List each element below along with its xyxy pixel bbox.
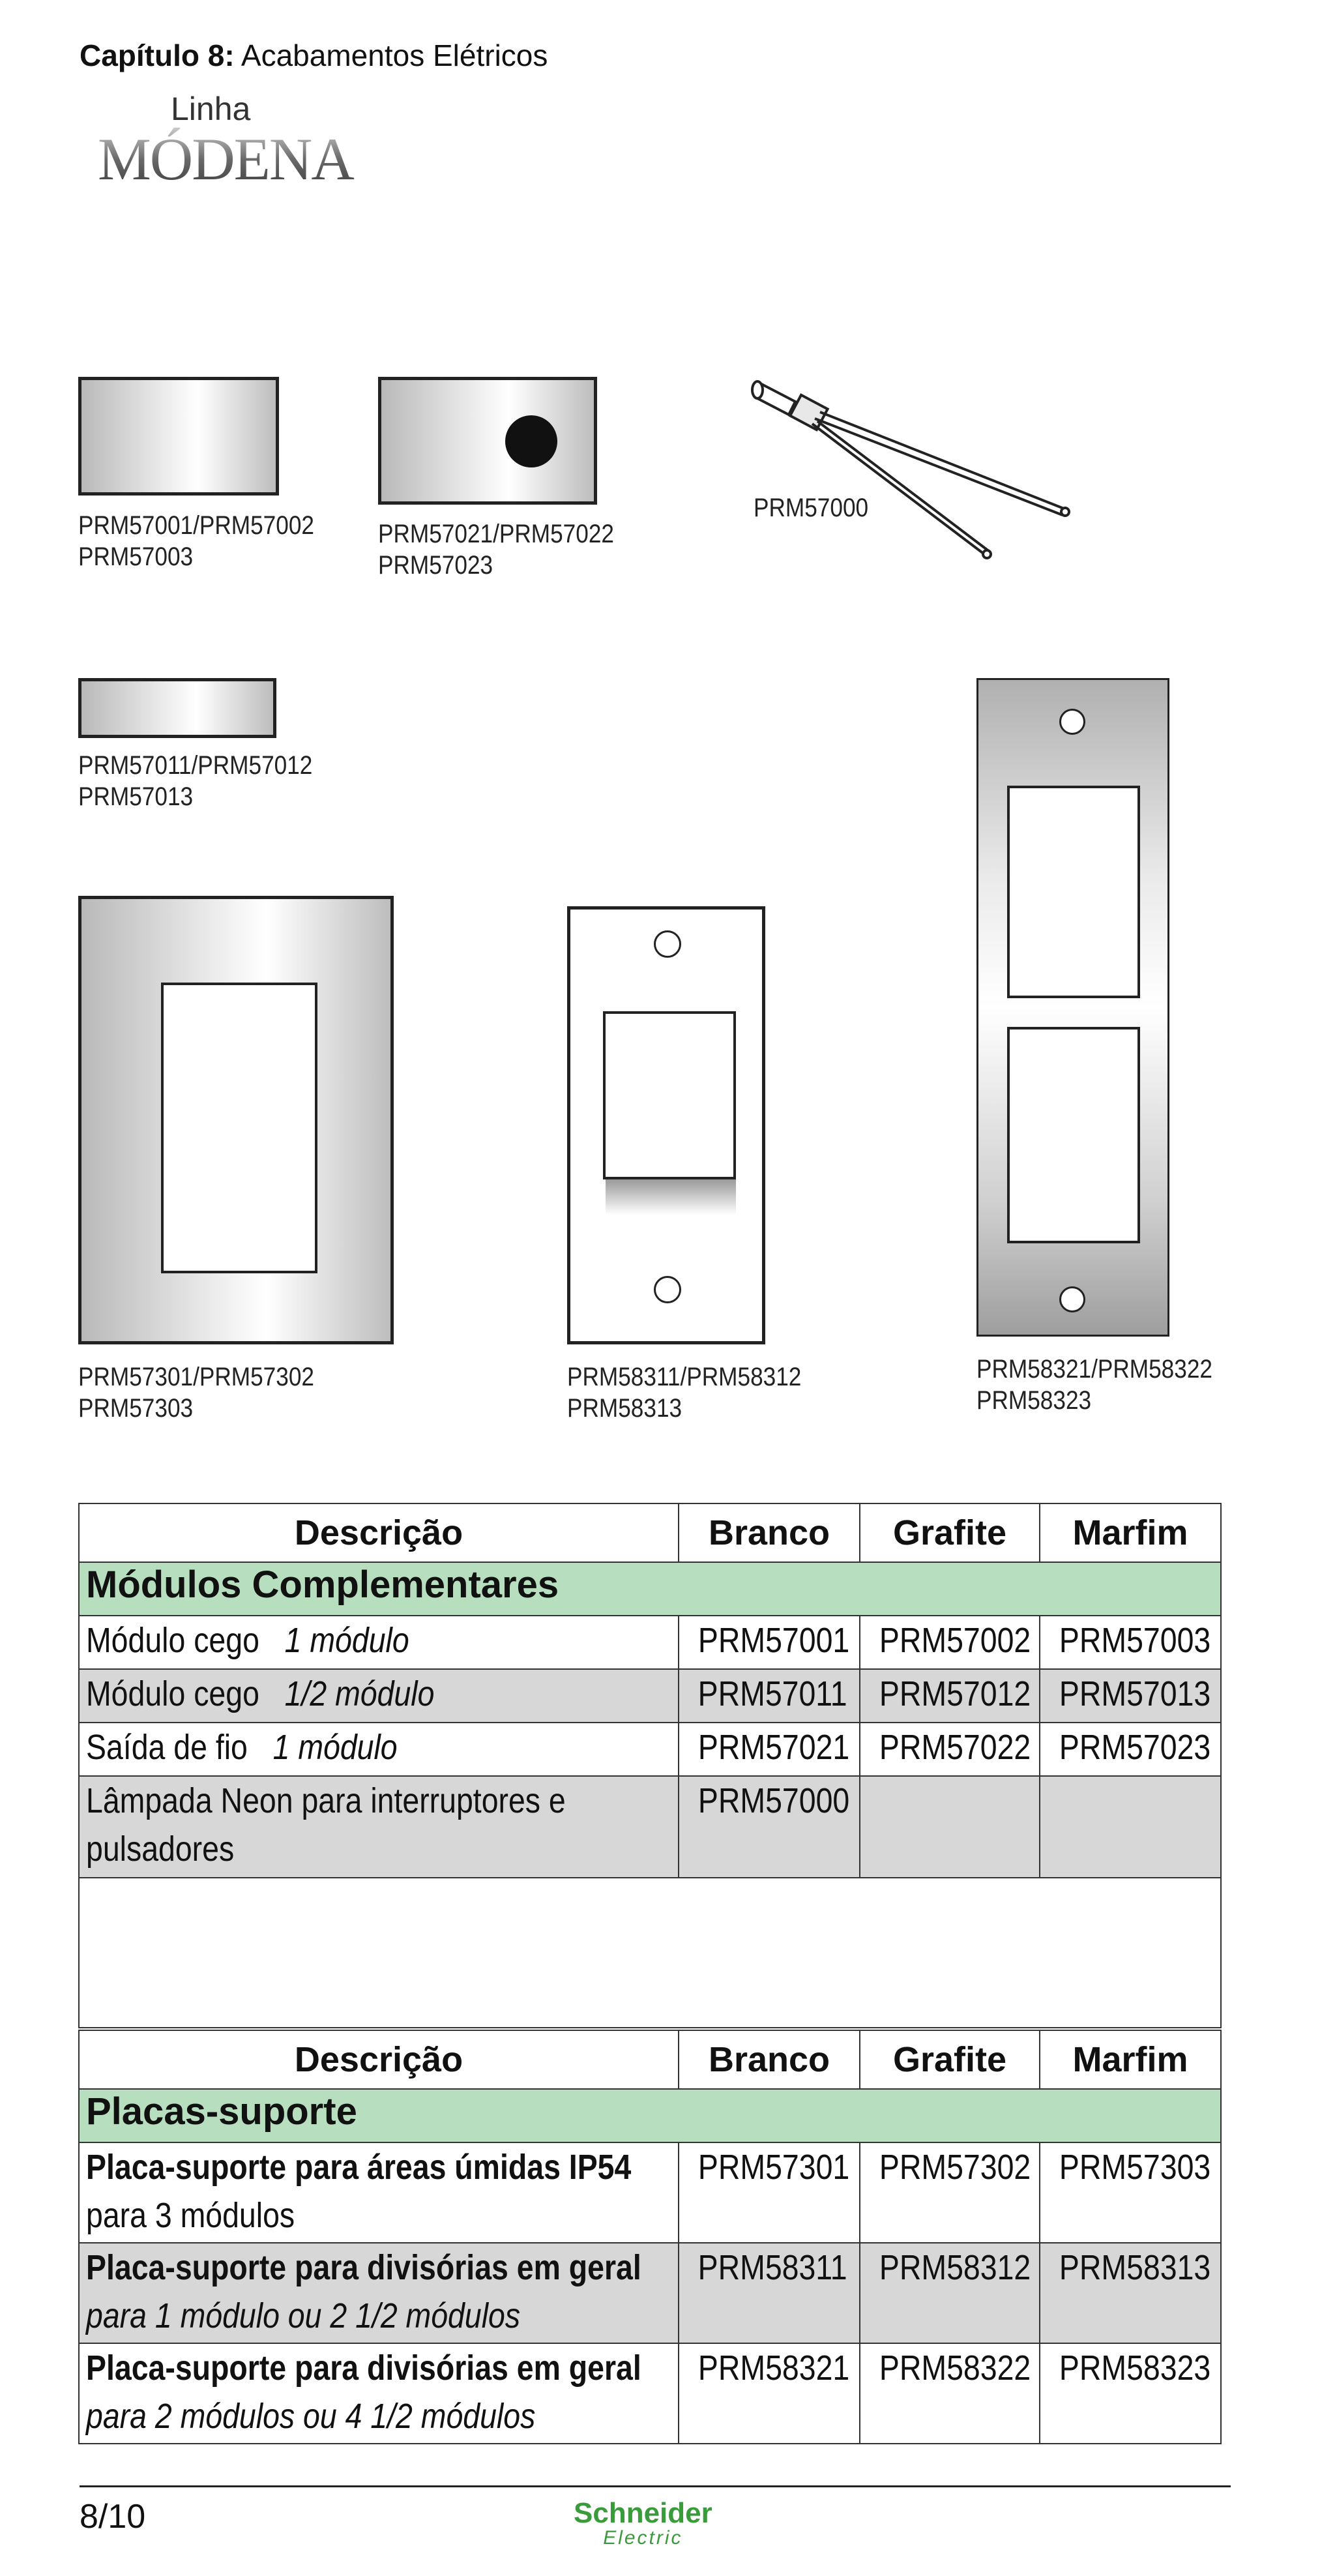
- half-blank-module: [78, 678, 276, 738]
- chapter-heading: Capítulo 8: Acabamentos Elétricos: [80, 38, 548, 72]
- page-number: 8/10: [80, 2498, 146, 2536]
- spacer-row: [79, 1878, 1221, 2028]
- table-row: Módulo cego 1/2 módulo PRM57011 PRM57012 PRM57013: [79, 1669, 1221, 1723]
- table-header-row: [79, 2030, 1221, 2089]
- caption-p1: PRM57001/PRM57002 PRM57003: [78, 511, 314, 571]
- schneider-logo: Schneider Electric: [574, 2497, 712, 2549]
- caption-p2: PRM57021/PRM57022 PRM57023: [378, 520, 614, 580]
- section-row: Placas-suporte: [79, 2089, 1221, 2142]
- col-marfim: Marfim: [1040, 1503, 1221, 1562]
- table-row: Módulo cego 1 módulo PRM57001 PRM57002 PRM57003: [79, 1616, 1221, 1669]
- col-grafite: Grafite: [860, 1503, 1040, 1562]
- ip54-support-plate: [78, 896, 394, 1344]
- col-grafite: Grafite: [860, 2030, 1040, 2089]
- table-row: Lâmpada Neon para interruptores e pulsadores PRM57000: [79, 1776, 1221, 1878]
- caption-p6: PRM58311/PRM58312 PRM58313: [567, 1363, 802, 1423]
- wire-outlet-module: [378, 377, 597, 505]
- caption-p7: PRM58321/PRM58322 PRM58323: [976, 1355, 1212, 1415]
- col-descricao: Descrição: [79, 1503, 679, 1562]
- section-row: Módulos Complementares: [79, 1562, 1221, 1616]
- col-branco: Branco: [679, 2030, 860, 2089]
- divider-support-plate-small: [567, 906, 765, 1344]
- col-descricao: Descrição: [79, 2030, 679, 2089]
- col-branco: Branco: [679, 1503, 860, 1562]
- table-header-row: [79, 1503, 1221, 1562]
- complementary-modules-table: [78, 1503, 1222, 2028]
- divider-support-plate-large: [976, 678, 1169, 1337]
- neon-lamp-illustration: [750, 370, 1069, 569]
- table-row: Placa-suporte para divisórias em geral para 2 módulos ou 4 1/2 módulos PRM58321 PRM58322 PRM58323: [79, 2343, 1221, 2444]
- support-plates-table: [78, 2030, 1222, 2444]
- col-marfim: Marfim: [1040, 2030, 1221, 2089]
- table-row: Placa-suporte para divisórias em geral para 1 módulo ou 2 1/2 módulos PRM58311 PRM58312 PRM58313: [79, 2243, 1221, 2343]
- blank-module-1: [78, 377, 279, 496]
- modena-logo: [98, 126, 353, 192]
- svg-text:MÓDENA: MÓDENA: [98, 126, 353, 192]
- caption-p5: PRM57301/PRM57302 PRM57303: [78, 1363, 314, 1423]
- caption-p4: PRM57011/PRM57012 PRM57013: [78, 751, 313, 811]
- table-row: Placa-suporte para áreas úmidas IP54 para 3 módulos PRM57301 PRM57302 PRM57303: [79, 2142, 1221, 2243]
- linha-label: Linha: [171, 91, 251, 127]
- footer-rule: [80, 2485, 1231, 2487]
- caption-p3: PRM57000: [754, 494, 869, 522]
- table-row: Saída de fio 1 módulo PRM57021 PRM57022 PRM57023: [79, 1723, 1221, 1776]
